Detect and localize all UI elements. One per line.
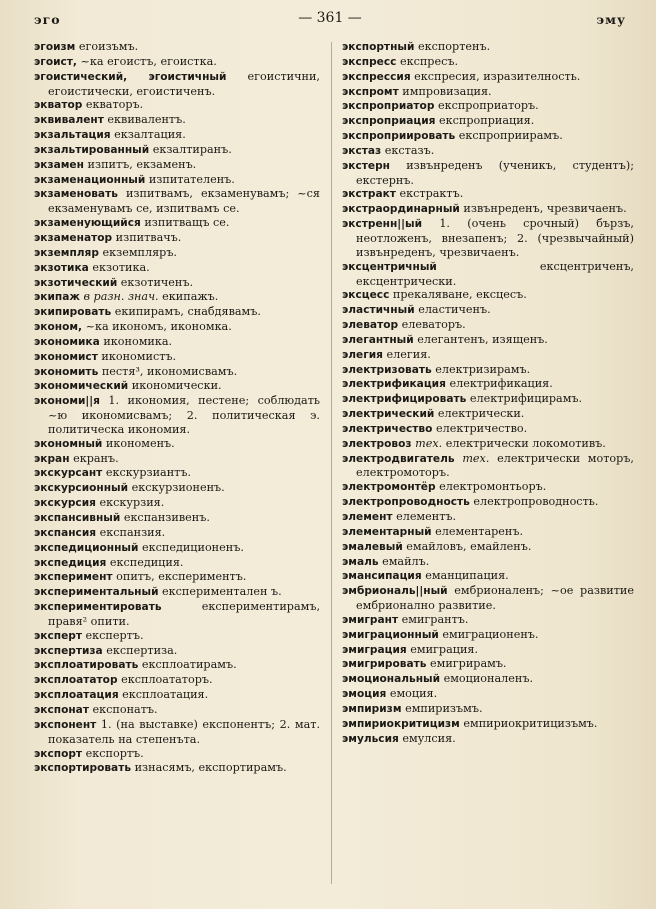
entry-translation: еманципация. [421,569,509,583]
entry-translation: емигрантъ. [398,612,469,626]
entry-headword: экземпляр [34,246,99,259]
left-column [34,40,320,776]
dictionary-entry [342,40,634,55]
entry-headword: экспедиция [34,556,107,569]
entry-headword: эмиграционный [342,628,439,641]
entry-translation: електрически. [434,407,525,421]
entry-headword: экспонент [34,718,97,731]
dictionary-entry [34,290,320,305]
dictionary-entry [342,495,634,510]
entry-translation: експлоататоръ. [117,673,213,687]
right-column [342,40,634,747]
header-right-guide-word: эму [596,12,626,27]
dictionary-entry [34,718,320,747]
dictionary-entry [342,318,634,333]
dictionary-entry [342,643,634,658]
entry-headword: эксперт [34,629,82,642]
entry-headword: электропроводность [342,496,470,509]
dictionary-entry [342,584,634,613]
dictionary-entry [34,173,320,188]
entry-headword: экстракт [342,188,396,201]
entry-translation: експортенъ. [414,40,491,53]
entry-translation: емоция. [386,687,438,701]
entry-headword: эгоистический, эгоистичный [34,70,227,83]
entry-headword: экономный [34,437,103,450]
entry-headword: эмансипация [342,570,422,583]
entry-translation: електрически локомотивъ. [442,436,606,450]
dictionary-entry [34,526,320,541]
entry-headword: экспертиза [34,644,103,657]
entry-headword: эмпириокритицизм [342,717,460,730]
dictionary-entry [342,159,634,188]
entry-headword: эмульсия [342,732,399,745]
entry-translation: ембрионаленъ; ~ое развитие ембрионално развитие. [356,584,634,613]
dictionary-entry [34,158,320,173]
entry-headword: элеватор [342,319,399,332]
entry-translation: икономенъ. [102,436,175,450]
dictionary-entry [34,276,320,291]
dictionary-entry [342,55,634,70]
dictionary-entry [34,305,320,320]
entry-headword: эконом, [34,321,83,334]
dictionary-entry [342,303,634,318]
dictionary-entry [34,688,320,703]
entry-translation: 1. (на выставке) експонентъ; 2. мат. показатель на степенъта. [48,717,320,746]
dictionary-entry [342,129,634,144]
dictionary-entry [34,600,320,629]
entry-headword: элегия [342,348,383,361]
entry-translation: елементъ. [392,510,457,523]
entry-translation: експедиция. [106,555,184,569]
entry-translation: експериментален ъ. [158,585,282,599]
entry-headword: экспрессия [342,70,411,83]
dictionary-entry [342,555,634,570]
dictionary-entry [342,437,634,452]
page-header [34,10,626,30]
entry-usage-note: в разн. знач. [79,290,159,304]
entry-headword: экспериментировать [34,601,162,614]
entry-headword: электричество [342,422,433,435]
entry-translation: емоционаленъ. [440,672,534,686]
entry-translation: ~ка икономъ, икономка. [82,320,232,334]
dictionary-entry [34,365,320,380]
entry-headword: элегантный [342,333,414,346]
dictionary-entry [34,658,320,673]
dictionary-entry [342,525,634,540]
entry-translation: емайловъ, емайленъ. [402,539,532,553]
entry-headword: экстаз [342,144,382,157]
dictionary-entry [34,556,320,571]
entry-translation: екипажъ. [158,290,219,304]
entry-translation: елегия. [382,347,431,361]
entry-translation: експертъ. [81,628,144,642]
entry-headword: экспроприация [342,115,436,128]
entry-headword: экзаменовать [34,188,118,201]
entry-translation: изнасямъ, експортирамъ. [131,761,287,775]
dictionary-entry [34,761,320,776]
entry-translation: експресия, изразителность. [410,69,581,83]
entry-translation: експортъ. [82,746,144,760]
dictionary-entry [34,570,320,585]
entry-headword: экстренн||ый [342,218,423,231]
entry-translation: емайлъ. [378,554,430,568]
entry-headword: электродвигатель [342,452,455,465]
dictionary-entry [34,70,320,99]
entry-translation: егоистични, егоистически, егоистиченъ. [48,69,320,98]
dictionary-entry [34,394,320,437]
entry-headword: экзальтация [34,129,111,142]
entry-headword: эгоист, [34,55,77,68]
entry-headword: экспортный [342,41,415,53]
entry-translation: експериментирамъ, правя² опити. [48,600,320,628]
entry-headword: экстраординарный [342,203,460,216]
entry-headword: экспроприировать [342,130,456,143]
entry-headword: экспортировать [34,762,132,775]
dictionary-entry [342,480,634,495]
dictionary-entry [34,541,320,556]
entry-headword: экзамен [34,158,84,171]
dictionary-entry [342,717,634,732]
entry-translation: 1. (очень срочный) бързъ, неотложенъ, внезапенъ; 2. (чрезвычайный) извънреденъ, чрезвичаенъ. [356,217,634,259]
dictionary-entry [342,687,634,702]
dictionary-entry [342,422,634,437]
dictionary-entry [34,452,320,467]
dictionary-entry [342,657,634,672]
entry-headword: экспонат [34,703,89,716]
entry-headword: экспорт [34,747,83,760]
entry-headword: экстерн [342,159,390,172]
entry-translation: електрификация. [445,377,553,391]
dictionary-entry [342,510,634,525]
entry-headword: эмпиризм [342,702,402,715]
dictionary-entry [342,392,634,407]
entry-translation: експроприирамъ. [455,129,563,143]
entry-translation: екстрактъ. [395,187,464,201]
entry-headword: экзаменующийся [34,217,141,230]
entry-translation: екзалтация. [110,128,186,142]
dictionary-entry [34,629,320,644]
entry-translation: екзотиченъ. [117,275,194,289]
entry-translation: експанзия. [96,525,166,539]
dictionary-entry [342,144,634,159]
dictionary-entry [34,437,320,452]
entry-translation: експроприаторъ. [434,99,539,113]
dictionary-entry [342,732,634,747]
entry-translation: извънреденъ (ученикъ, студентъ); екстернъ. [356,158,634,187]
entry-headword: экспериментальный [34,586,159,599]
entry-translation: експресъ. [396,54,459,68]
entry-translation: електричество. [432,421,528,435]
entry-headword: электрический [342,408,435,421]
entry-translation: извънреденъ, чрезвичаенъ. [459,202,627,216]
entry-headword: электромонтёр [342,481,436,494]
entry-translation: еквивалентъ. [103,113,186,127]
entry-headword: экономический [34,380,129,393]
entry-headword: эгоизм [34,41,76,53]
entry-headword: экзаменационный [34,173,146,186]
entry-translation: екскурзиантъ. [102,466,192,480]
entry-translation: екзотика. [88,260,150,274]
entry-translation: икономика. [99,334,173,348]
entry-headword: эксплоатация [34,689,119,702]
entry-translation: опитъ, експериментъ. [112,570,247,584]
entry-translation: емигрирамъ. [426,657,507,671]
entry-translation: пестя³, икономисвамъ. [98,364,238,378]
dictionary-entry [342,407,634,422]
dictionary-entry [342,288,634,303]
entry-translation: електропроводность. [469,495,599,509]
entry-headword: эксперимент [34,571,113,584]
dictionary-entry [342,569,634,584]
dictionary-entry [34,261,320,276]
entry-usage-note: тех. [411,436,443,450]
entry-headword: эксплоатировать [34,659,139,672]
entry-headword: экономить [34,365,99,378]
entry-translation: екзалтиранъ. [149,142,232,156]
entry-headword: эксплоататор [34,674,118,687]
entry-headword: экономика [34,335,100,348]
dictionary-entry [34,644,320,659]
entry-translation: екстазъ. [381,143,435,157]
entry-headword: эмигрант [342,613,399,626]
entry-translation: егоизъмъ. [75,40,139,53]
entry-headword: электровоз [342,437,412,450]
dictionary-entry [34,673,320,688]
column-divider [331,42,332,884]
dictionary-entry [34,98,320,113]
entry-translation: емулсия. [398,731,456,745]
dictionary-entry [342,333,634,348]
dictionary-entry [342,217,634,260]
entry-translation: експонатъ. [88,702,158,716]
dictionary-entry [34,496,320,511]
entry-translation: емпиризъмъ. [401,701,483,715]
dictionary-entry [34,379,320,394]
entry-headword: экватор [34,99,83,112]
entry-headword: экран [34,452,70,465]
entry-headword: экзаменатор [34,231,113,244]
dictionary-entry [34,481,320,496]
entry-headword: экспроприатор [342,100,435,113]
entry-headword: эмоция [342,688,387,701]
dictionary-entry [342,702,634,717]
entry-translation: емиграция. [406,642,479,656]
entry-translation: изпитъ, екзаменъ. [83,157,197,171]
dictionary-entry [342,260,634,289]
entry-translation: елементаренъ. [431,524,524,538]
entry-translation: екранъ. [69,451,119,465]
entry-headword: экскурсант [34,467,103,480]
page-number: — 361 — [298,10,362,26]
entry-headword: экзальтированный [34,143,150,156]
dictionary-entry [34,113,320,128]
entry-translation: експертиза. [102,643,178,657]
dictionary-entry [342,363,634,378]
dictionary-entry [342,114,634,129]
entry-headword: эмигрировать [342,658,427,671]
dictionary-entry [342,452,634,481]
entry-headword: эмалевый [342,540,403,553]
entry-headword: экономи||я [34,395,100,408]
entry-translation: експедиционенъ. [138,540,244,554]
entry-translation: експлоатация. [118,688,209,702]
entry-headword: экспансивный [34,512,121,524]
dictionary-entry [342,187,634,202]
dictionary-entry [342,377,634,392]
entry-translation: експроприация. [435,114,535,128]
dictionary-entry [34,320,320,335]
dictionary-entry [342,672,634,687]
entry-translation: импровизация. [398,84,492,98]
entry-translation: екипирамъ, снабдявамъ. [111,305,261,319]
dictionary-entry [34,350,320,365]
dictionary-entry [34,231,320,246]
dictionary-entry [342,202,634,217]
entry-translation: експанзивенъ. [120,511,210,524]
dictionary-entry [34,187,320,216]
entry-translation: експлоатирамъ. [138,658,237,672]
entry-headword: элементарный [342,525,432,538]
entry-translation: икономически. [128,379,222,393]
entry-translation: ~ка егоистъ, егоистка. [76,54,217,68]
entry-headword: эксцентричный [342,260,437,273]
entry-headword: эмаль [342,555,379,568]
dictionary-entry [34,128,320,143]
dictionary-entry [34,40,320,55]
entry-headword: экзотический [34,276,118,289]
entry-headword: экскурсия [34,497,96,510]
entry-headword: экипировать [34,306,112,319]
dictionary-entry [34,466,320,481]
entry-translation: електромонтьоръ. [435,480,547,494]
entry-headword: эксцесс [342,289,390,302]
entry-headword: электризовать [342,363,432,376]
entry-translation: електризирамъ. [431,362,531,376]
dictionary-entry [34,55,320,70]
entry-headword: экспансия [34,526,97,539]
entry-translation: емпириокритицизъмъ. [459,716,598,730]
dictionary-entry [342,70,634,85]
entry-headword: экскурсионный [34,482,129,495]
entry-headword: эмиграция [342,643,407,656]
dictionary-entry [34,747,320,762]
header-left-guide-word: эго [34,12,61,27]
entry-translation: еластиченъ. [414,303,491,317]
entry-headword: экзотика [34,261,89,274]
entry-translation: икономистъ. [97,349,177,363]
dictionary-entry [34,143,320,158]
entry-headword: экспромт [342,85,399,98]
entry-translation: електрически моторъ, електромоторъ. [356,451,634,480]
entry-headword: эластичный [342,304,415,317]
entry-translation: изпитвачъ. [112,230,182,244]
entry-headword: элемент [342,511,393,523]
dictionary-entry [34,335,320,350]
entry-translation: изпитателенъ. [145,172,235,186]
entry-translation: изпитващъ се. [140,216,230,230]
entry-headword: экспедиционный [34,541,139,554]
entry-translation: екваторъ. [82,98,144,112]
entry-translation: екскурзия. [95,496,165,510]
entry-translation: елеваторъ. [398,318,466,332]
dictionary-entry [34,216,320,231]
dictionary-entry [34,585,320,600]
dictionary-entry [34,246,320,261]
entry-headword: эмбриональ||ный [342,585,448,598]
entry-translation: екземпляръ. [98,245,177,259]
dictionary-entry [342,348,634,363]
dictionary-entry [342,85,634,100]
dictionary-entry [342,628,634,643]
entry-headword: экономист [34,350,98,363]
entry-headword: электрификация [342,378,446,391]
entry-translation: изпитвамъ, екзаменувамъ; ~ся екзаменувамъ се, изпитвамъ се. [48,187,320,216]
entry-translation: емиграционенъ. [438,627,539,641]
entry-usage-note: тех. [454,451,490,465]
dictionary-entry [34,511,320,526]
entry-translation: ексцентриченъ, ексцентрически. [356,259,634,288]
entry-headword: эквивалент [34,114,104,127]
entry-headword: экипаж [34,291,80,304]
entry-translation: електрифицирамъ. [466,392,583,406]
entry-headword: электрифицировать [342,393,467,406]
entry-translation: екскурзионенъ. [128,481,225,495]
entry-headword: экспресс [342,55,397,68]
dictionary-entry [342,540,634,555]
dictionary-entry [34,703,320,718]
dictionary-entry [342,613,634,628]
dictionary-entry [342,99,634,114]
entry-translation: елегантенъ, изященъ. [413,332,548,346]
entry-translation: прекаляване, ексцесъ. [389,288,527,302]
entry-headword: эмоциональный [342,673,441,686]
entry-translation: 1. икономия, пестене; соблюдать ~ю икономисвамъ; 2. политическая э. политическа икономия. [48,394,320,436]
